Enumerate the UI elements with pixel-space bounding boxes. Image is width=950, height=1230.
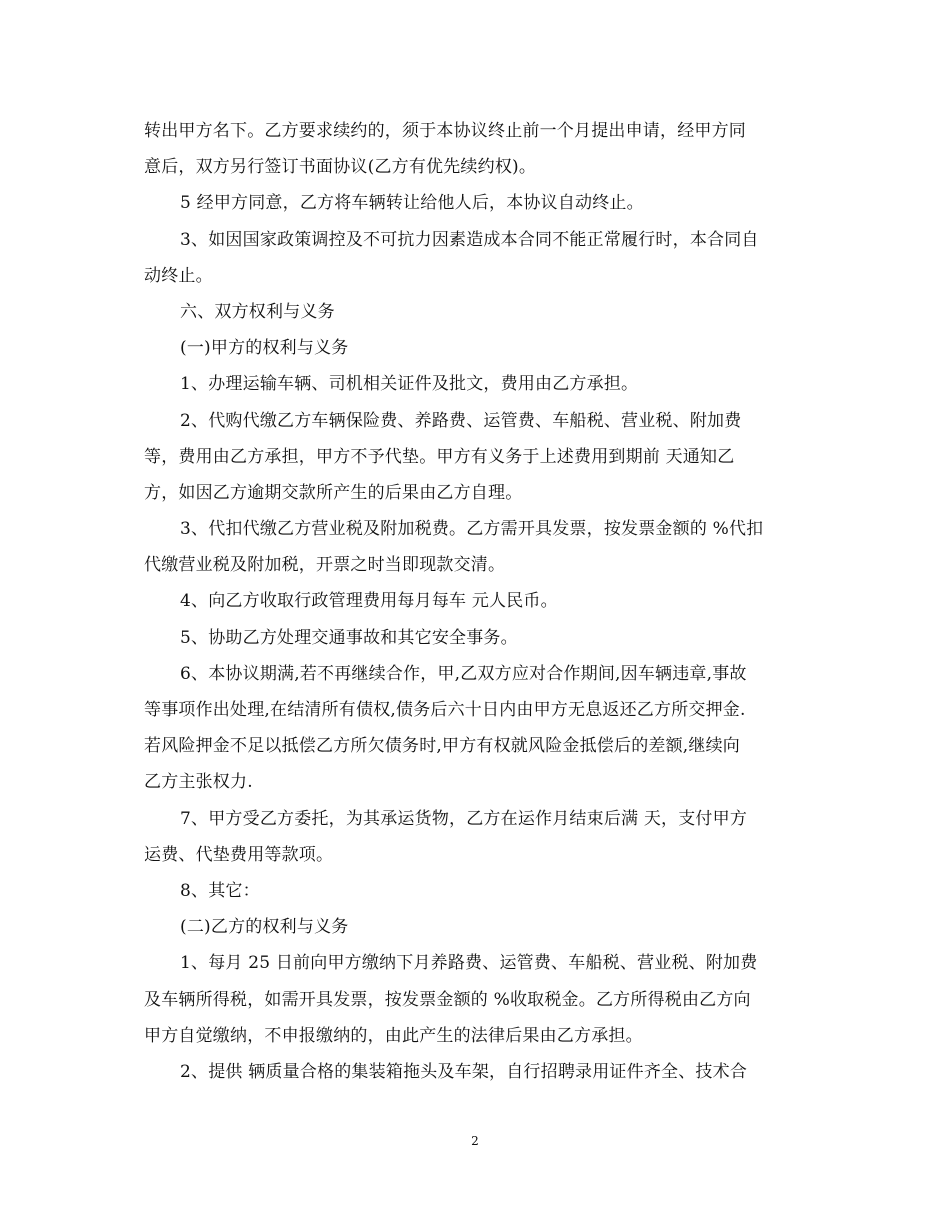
- text-line: (二)乙方的权利与义务: [180, 917, 349, 938]
- text-line: 意后，双方另行签订书面协议(乙方有优先续约权)。: [144, 157, 537, 178]
- text-line: 7、甲方受乙方委托，为其承运货物，乙方在运作月结束后满 天，支付甲方: [180, 808, 748, 829]
- text-line: 4、向乙方收取行政管理费用每月每车 元人民币。: [180, 591, 558, 612]
- text-line: 1、每月 25 日前向甲方缴纳下月养路费、运管费、车船税、营业税、附加费: [180, 953, 758, 974]
- document-body: [144, 113, 804, 1090]
- text-line: 代缴营业税及附加税，开票之时当即现款交清。: [144, 555, 506, 576]
- text-line: 2、提供 辆质量合格的集装箱拖头及车架，自行招聘录用证件齐全、技术合: [180, 1061, 748, 1082]
- page-number: 2: [471, 1134, 479, 1148]
- text-line: 5 经甲方同意，乙方将车辆转让给他人后，本协议自动终止。: [180, 193, 644, 214]
- text-line: 若风险押金不足以抵偿乙方所欠债务时,甲方有权就风险金抵偿后的差额,继续向: [144, 736, 741, 757]
- text-line: 方，如因乙方逾期交款所产生的后果由乙方自理。: [144, 482, 523, 503]
- text-line: 乙方主张权力.: [144, 772, 253, 793]
- text-line: 转出甲方名下。乙方要求续约的，须于本协议终止前一个月提出申请，经甲方同: [144, 121, 746, 141]
- text-line: 1、办理运输车辆、司机相关证件及批文，费用由乙方承担。: [180, 374, 639, 395]
- text-line: 六、双方权利与义务: [180, 301, 335, 322]
- text-line: 5、协助乙方处理交通事故和其它安全事务。: [180, 627, 518, 648]
- text-line: 动终止。: [144, 265, 213, 286]
- text-line: 3、代扣代缴乙方营业税及附加税费。乙方需开具发票，按发票金额的 %代扣: [180, 519, 764, 540]
- text-line: 甲方自觉缴纳，不申报缴纳的，由此产生的法律后果由乙方承担。: [144, 1025, 643, 1046]
- text-line: 等，费用由乙方承担，甲方不予代垫。甲方有义务于上述费用到期前 天通知乙: [144, 446, 735, 467]
- text-line: (一)甲方的权利与义务: [180, 338, 349, 359]
- text-line: 2、代购代缴乙方车辆保险费、养路费、运管费、车船税、营业税、附加费: [180, 410, 742, 431]
- text-line: 及车辆所得税，如需开具发票，按发票金额的 %收取税金。乙方所得税由乙方向: [144, 989, 751, 1010]
- text-line: 6、本协议期满,若不再继续合作，甲,乙双方应对合作期间,因车辆违章,事故: [180, 663, 747, 684]
- text-line: 3、如因国家政策调控及不可抗力因素造成本合同不能正常履行时，本合同自: [180, 229, 759, 250]
- text-line: 8、其它：: [180, 880, 260, 901]
- text-line: 等事项作出处理,在结清所有债权,债务后六十日内由甲方无息返还乙方所交押金.: [144, 700, 746, 720]
- text-line: 运费、代垫费用等款项。: [144, 844, 334, 865]
